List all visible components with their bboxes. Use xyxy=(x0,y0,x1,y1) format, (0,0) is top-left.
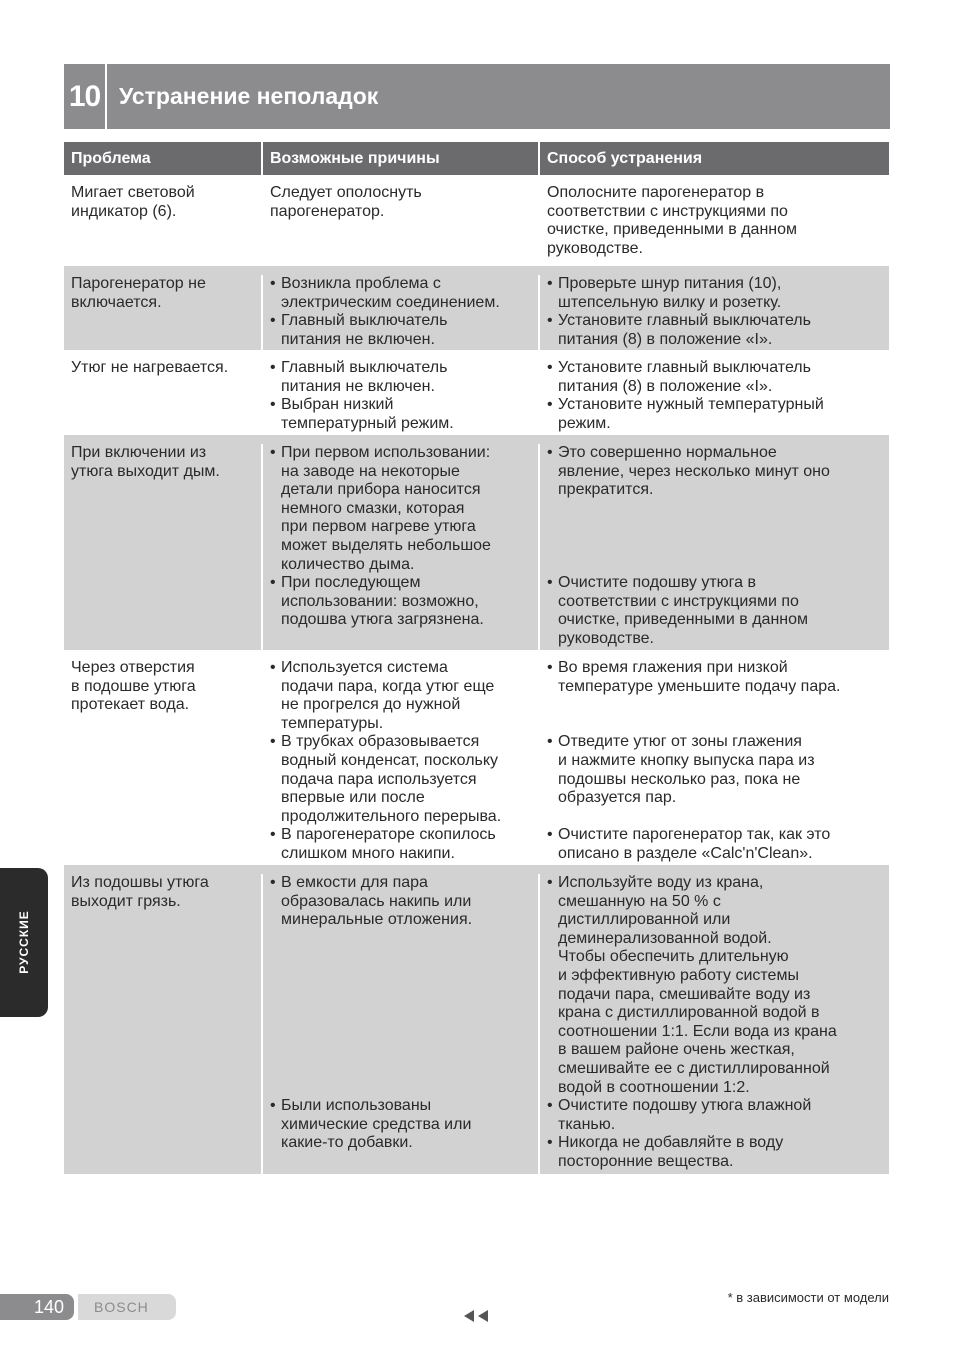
language-tab-label: РУССКИЕ xyxy=(17,910,31,974)
problem-cell: При включении из утюга выходит дым. xyxy=(71,444,220,480)
header-causes: Возможные причины xyxy=(261,142,538,175)
solutions-cell xyxy=(538,659,889,865)
causes-cell xyxy=(261,659,538,865)
problem-cell: Парогенератор не включается. xyxy=(71,275,206,311)
troubleshooting-table xyxy=(64,142,889,1174)
solution-item: • Очистите парогенератор так, как это описано в разделе «Calc'n'Clean». xyxy=(547,826,887,863)
table-body xyxy=(64,175,889,1174)
cause-item: • В парогенераторе скопилось слишком много накипи. xyxy=(270,826,536,863)
causes-cell xyxy=(261,874,538,1174)
solution-item: • Установите главный выключатель питания (8) в положение «I». xyxy=(547,312,887,349)
solutions-cell xyxy=(538,275,889,350)
solutions-cell xyxy=(538,874,889,1174)
solution-item: • Очистите подошву утюга в соответствии с инструкциями по очистке, приведенными в данном руководстве. xyxy=(547,574,887,648)
header-solutions: Способ устранения xyxy=(538,142,889,175)
table-row xyxy=(64,266,889,350)
problem-cell: Утюг не нагревается. xyxy=(71,359,229,376)
solution-item: • Никогда не добавляйте в воду посторонние вещества. xyxy=(547,1134,887,1171)
footnote: * в зависимости от модели xyxy=(727,1290,889,1305)
solutions-cell xyxy=(538,359,889,435)
cause-item: • Используется система подачи пара, когда утюг еще не прогрелся до нужной температуры. xyxy=(270,659,536,733)
header-problem: Проблема xyxy=(64,142,261,175)
causes-cell xyxy=(261,444,538,650)
table-row xyxy=(64,175,889,266)
back-arrows-icon xyxy=(462,1308,490,1329)
table-row xyxy=(64,650,889,865)
cause-item: • Главный выключатель питания не включен. xyxy=(270,312,536,349)
cause-item: • Были использованы химические средства или какие-то добавки. xyxy=(270,1097,536,1153)
solutions-cell xyxy=(538,444,889,650)
causes-cell xyxy=(261,275,538,350)
chapter-title: Устранение неполадок xyxy=(119,83,379,109)
solution-item: • Проверьте шнур питания (10), штепсельную вилку и розетку. xyxy=(547,275,887,312)
table-row xyxy=(64,865,889,1174)
chapter-number: 10 xyxy=(64,64,107,129)
cause-item: • Выбран низкий температурный режим. xyxy=(270,396,536,433)
causes-cell xyxy=(261,184,538,266)
solution-item: Ополосните парогенератор в соответствии с инструкциями по очистке, приведенными в данном руководстве. xyxy=(547,184,798,257)
solution-item: • Во время глажения при низкой температуре уменьшите подачу пара. xyxy=(547,659,887,696)
solution-item: • Установите главный выключатель питания (8) в положение «I». xyxy=(547,359,887,396)
problem-cell: Через отверстия в подошве утюга протекает вода. xyxy=(71,659,196,714)
solution-item: • Установите нужный температурный режим. xyxy=(547,396,887,433)
cause-item: • В емкости для пара образовалась накипь или минеральные отложения. xyxy=(270,874,536,930)
table-header xyxy=(64,142,889,175)
problem-cell: Из подошвы утюга выходит грязь. xyxy=(71,874,209,910)
solution-item: • Это совершенно нормальное явление, через несколько минут оно прекратится. xyxy=(547,444,887,500)
table-row xyxy=(64,435,889,650)
cause-item: • При последующем использовании: возможно, подошва утюга загрязнена. xyxy=(270,574,536,630)
cause-item: • В трубках образовывается водный конденсат, поскольку подача пара используется впервые или после продолжительного перерыва. xyxy=(270,733,536,826)
solution-item: • Используйте воду из крана, смешанную на 50 % с дистиллированной или деминерализованной водой. Чтобы обеспечить длительную и эффективную работу системы подачи пара, смешивайте воду из крана с дистиллированной водой в соотношении 1:1. Если вода из крана в вашем районе очень жесткая, смешивайте ее с дистиллированной водой в соотношении 1:2. xyxy=(547,874,887,1097)
chapter-header xyxy=(64,64,890,129)
causes-cell xyxy=(261,359,538,435)
cause-item: Следует ополоснуть парогенератор. xyxy=(270,184,422,220)
cause-item: • Главный выключатель питания не включен. xyxy=(270,359,536,396)
brand-label: BOSCH xyxy=(78,1294,176,1320)
solution-item: • Очистите подошву утюга влажной тканью. xyxy=(547,1097,887,1134)
cause-item: • При первом использовании: на заводе на некоторые детали прибора наносится немного смазки, которая при первом нагреве утюга может выделять небольшое количество дыма. xyxy=(270,444,536,574)
page-number: 140 xyxy=(0,1294,74,1320)
solution-item: • Отведите утюг от зоны глажения и нажмите кнопку выпуска пара из подошвы несколько раз, пока не образуется пар. xyxy=(547,733,887,807)
solutions-cell xyxy=(538,184,889,266)
problem-cell: Мигает световой индикатор (6). xyxy=(71,184,195,220)
cause-item: • Возникла проблема с электрическим соединением. xyxy=(270,275,536,312)
language-tab xyxy=(0,868,48,1017)
table-row xyxy=(64,350,889,435)
